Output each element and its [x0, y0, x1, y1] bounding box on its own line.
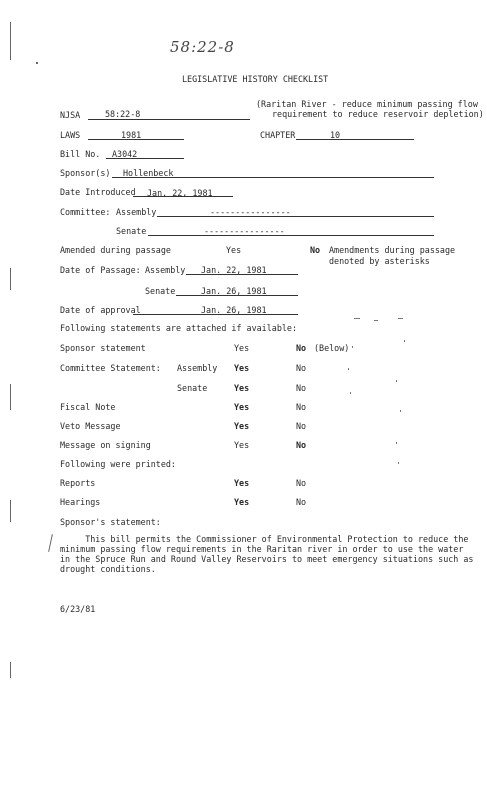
- committee-assembly-value: ----------------: [210, 207, 291, 217]
- margin-mark: [10, 268, 11, 290]
- chapter-underline: [296, 139, 414, 140]
- sponsor-statement-heading: Sponsor's statement:: [60, 517, 161, 527]
- bill-value: A3042: [112, 149, 138, 159]
- margin-mark: [10, 662, 11, 678]
- hearings-no: No: [296, 497, 307, 507]
- approval-label: Date of approval: [60, 305, 141, 315]
- amended-note-line-1: Amendments during passage: [329, 245, 456, 255]
- amended-yes: Yes: [226, 245, 242, 255]
- passage-assembly-label: Assembly: [145, 265, 186, 275]
- footer-date: 6/23/81: [60, 604, 96, 614]
- njsa-value: 58:22-8: [105, 109, 141, 119]
- committee-senate-underline: [148, 235, 434, 236]
- reports-no: No: [296, 478, 307, 488]
- committee-statement-assembly-yes: Yes: [234, 363, 250, 373]
- njsa-label: NJSA: [60, 110, 81, 120]
- sponsor-statement-line-2: minimum passing flow requirements in the Raritan river in order to use the water: [60, 544, 464, 554]
- committee-statement-senate-no: No: [296, 383, 307, 393]
- sponsor-statement-line-4: drought conditions.: [60, 564, 156, 574]
- amended-label: Amended during passage: [60, 245, 171, 255]
- handwritten-number: 58:22-8: [170, 38, 235, 56]
- sponsor-statement-label: Sponsor statement: [60, 343, 146, 353]
- committee-assembly-label: Assembly: [116, 207, 157, 217]
- sponsor-value: Hollenbeck: [123, 168, 174, 178]
- njsa-underline: [88, 119, 250, 120]
- committee-statement-label: Committee Statement:: [60, 363, 161, 373]
- scan-speck: [374, 320, 378, 321]
- reports-yes: Yes: [234, 478, 250, 488]
- scan-speck: [400, 410, 401, 412]
- committee-senate-label: Senate: [116, 226, 147, 236]
- committee-senate-value: ----------------: [204, 226, 285, 236]
- committee-statement-assembly: Assembly: [177, 363, 218, 373]
- scan-speck: [404, 340, 405, 342]
- sponsor-statement-yes: Yes: [234, 343, 250, 353]
- committee-statement-senate: Senate: [177, 383, 208, 393]
- margin-check-mark: [48, 534, 53, 552]
- scan-speck: [398, 462, 399, 464]
- signing-message-no: No: [296, 440, 307, 450]
- hearings-yes: Yes: [234, 497, 250, 507]
- sponsor-statement-line-3: in the Spruce Run and Round Valley Reservoirs to meet emergency situations such as: [60, 554, 474, 564]
- sponsor-statement-note: (Below): [314, 343, 350, 353]
- reports-label: Reports: [60, 478, 96, 488]
- laws-label: LAWS: [60, 130, 81, 140]
- chapter-value: 10: [330, 130, 341, 140]
- veto-message-no: No: [296, 421, 307, 431]
- veto-message-label: Veto Message: [60, 421, 121, 431]
- committee-statement-senate-yes: Yes: [234, 383, 250, 393]
- printed-heading: Following were printed:: [60, 459, 176, 469]
- date-introduced-value: Jan. 22, 1981: [147, 188, 213, 198]
- subject-line-2: requirement to reduce reservoir depletion): [272, 109, 484, 119]
- bill-label: Bill No.: [60, 149, 101, 159]
- sponsor-label: Sponsor(s): [60, 168, 111, 178]
- scan-speck: [350, 392, 351, 394]
- margin-mark: [10, 500, 11, 522]
- amended-no: No: [310, 245, 321, 255]
- fiscal-note-label: Fiscal Note: [60, 402, 116, 412]
- chapter-label: CHAPTER: [260, 130, 296, 140]
- veto-message-yes: Yes: [234, 421, 250, 431]
- attached-heading: Following statements are attached if available:: [60, 323, 297, 333]
- scan-speck: [352, 346, 353, 348]
- signing-message-label: Message on signing: [60, 440, 151, 450]
- amended-note-line-2: denoted by asterisks: [329, 256, 430, 266]
- scan-speck: [398, 318, 403, 319]
- page-title: LEGISLATIVE HISTORY CHECKLIST: [182, 74, 329, 84]
- date-introduced-label: Date Introduced: [60, 187, 136, 197]
- committee-statement-assembly-no: No: [296, 363, 307, 373]
- margin-mark: [36, 62, 38, 64]
- sponsor-statement-line-1: This bill permits the Commissioner of Environmental Protection to reduce the: [60, 534, 469, 544]
- signing-message-yes: Yes: [234, 440, 250, 450]
- hearings-label: Hearings: [60, 497, 101, 507]
- subject-line-1: (Raritan River - reduce minimum passing flow: [256, 99, 478, 109]
- scan-speck: [348, 368, 349, 370]
- scan-speck: [396, 380, 397, 382]
- scan-speck: [354, 318, 360, 319]
- sponsor-statement-no: No: [296, 343, 307, 353]
- committee-assembly-underline: [157, 216, 434, 217]
- margin-mark: [10, 384, 11, 410]
- scan-speck: [396, 442, 397, 444]
- approval-value: Jan. 26, 1981: [201, 305, 267, 315]
- laws-value: 1981: [121, 130, 142, 140]
- passage-assembly-value: Jan. 22, 1981: [201, 265, 267, 275]
- passage-senate-label: Senate: [145, 286, 176, 296]
- fiscal-note-yes: Yes: [234, 402, 250, 412]
- fiscal-note-no: No: [296, 402, 307, 412]
- margin-mark: [10, 22, 11, 60]
- committee-label: Committee:: [60, 207, 111, 217]
- passage-senate-value: Jan. 26, 1981: [201, 286, 267, 296]
- passage-label: Date of Passage:: [60, 265, 141, 275]
